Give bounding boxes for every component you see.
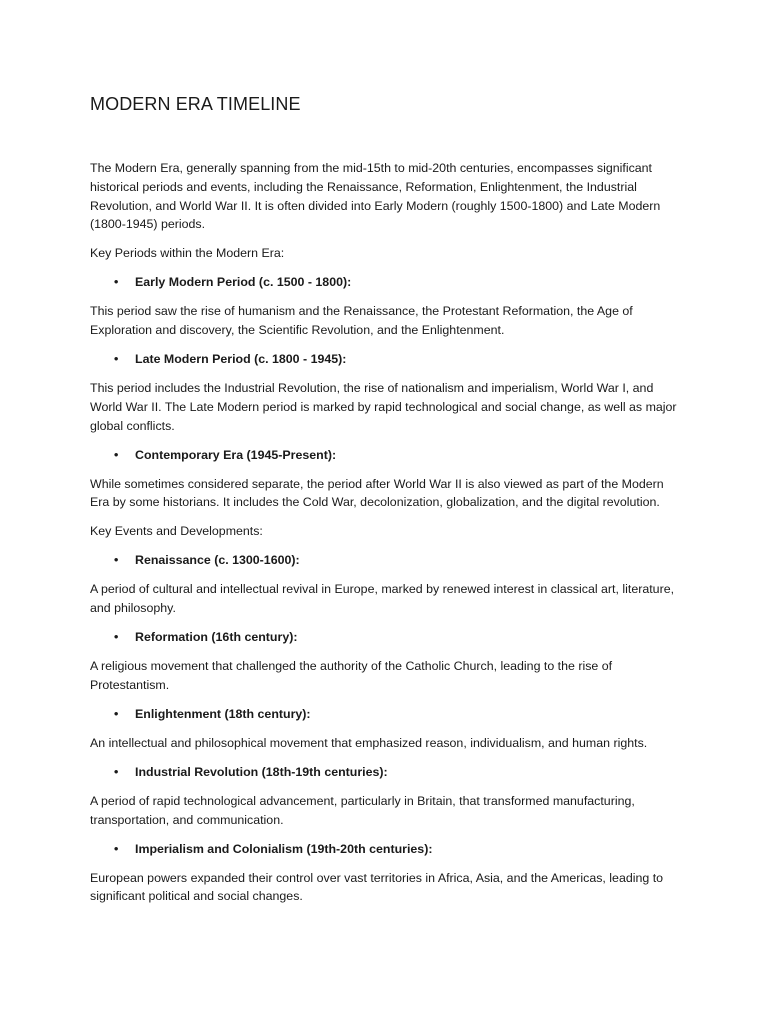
bullet-icon: •: [114, 352, 119, 367]
event-bullet-renaissance: [90, 551, 680, 570]
document-title: MODERN ERA TIMELINE: [90, 94, 301, 114]
bullet-icon: •: [114, 275, 119, 290]
event-title: Renaissance (c. 1300-1600):: [135, 553, 300, 568]
intro-paragraph: The Modern Era, generally spanning from the mid-15th to mid-20th centuries, encompasses significant historical periods and events, including the Renaissance, Reformation, Enlightenment, the Industrial Revolution, and World War II. It is often divided into Early Modern (roughly 1500-1800) and Late Modern (1800-1945) periods.: [90, 161, 661, 232]
event-title: Enlightenment (18th century):: [135, 706, 311, 721]
event-description-industrial-revolution: A period of rapid technological advancement, particularly in Britain, that transformed manufacturing, transportation, and communication.: [90, 793, 635, 827]
event-bullet-enlightenment: [90, 705, 680, 724]
event-bullet-industrial-revolution: [90, 763, 680, 782]
key-events-heading: Key Events and Developments:: [90, 524, 263, 539]
bullet-icon: •: [114, 764, 119, 779]
period-bullet-contemporary: [90, 446, 680, 465]
event-title: Reformation (16th century):: [135, 630, 298, 645]
bullet-icon: •: [114, 706, 119, 721]
bullet-icon: •: [114, 630, 119, 645]
bullet-icon: •: [114, 841, 119, 856]
bullet-icon: •: [114, 447, 119, 462]
period-title: Contemporary Era (1945-Present):: [135, 447, 337, 462]
key-periods-heading: Key Periods within the Modern Era:: [90, 246, 285, 261]
event-description-enlightenment: An intellectual and philosophical movement that emphasized reason, individualism, and human rights.: [90, 735, 648, 750]
period-title: Late Modern Period (c. 1800 - 1945):: [135, 352, 347, 367]
event-description-imperialism: European powers expanded their control over vast territories in Africa, Asia, and the Americas, leading to significant political and social changes.: [90, 870, 664, 904]
bullet-icon: •: [114, 553, 119, 568]
period-description-late-modern: This period includes the Industrial Revolution, the rise of nationalism and imperialism, World War I, and World War II. The Late Modern period is marked by rapid technological and social change, as well as major global conflicts.: [90, 381, 677, 433]
event-title: Industrial Revolution (18th-19th centuries):: [135, 764, 388, 779]
period-bullet-early-modern: [90, 273, 680, 292]
event-bullet-imperialism: [90, 840, 680, 859]
event-description-renaissance: A period of cultural and intellectual revival in Europe, marked by renewed interest in classical art, literature, and philosophy.: [90, 582, 675, 616]
event-title: Imperialism and Colonialism (19th-20th centuries):: [135, 841, 433, 856]
period-description-contemporary: While sometimes considered separate, the period after World War II is also viewed as part of the Modern Era by some historians. It includes the Cold War, decolonization, globalization, and the digital revolution.: [90, 476, 664, 510]
event-description-reformation: A religious movement that challenged the authority of the Catholic Church, leading to the rise of Protestantism.: [90, 659, 613, 692]
document-body: [90, 159, 680, 916]
period-description-early-modern: This period saw the rise of humanism and the Renaissance, the Protestant Reformation, the Age of Exploration and discovery, the Scientific Revolution, and the Enlightenment.: [90, 304, 633, 338]
period-bullet-late-modern: [90, 350, 680, 369]
event-bullet-reformation: [90, 628, 680, 647]
period-title: Early Modern Period (c. 1500 - 1800):: [135, 275, 352, 290]
